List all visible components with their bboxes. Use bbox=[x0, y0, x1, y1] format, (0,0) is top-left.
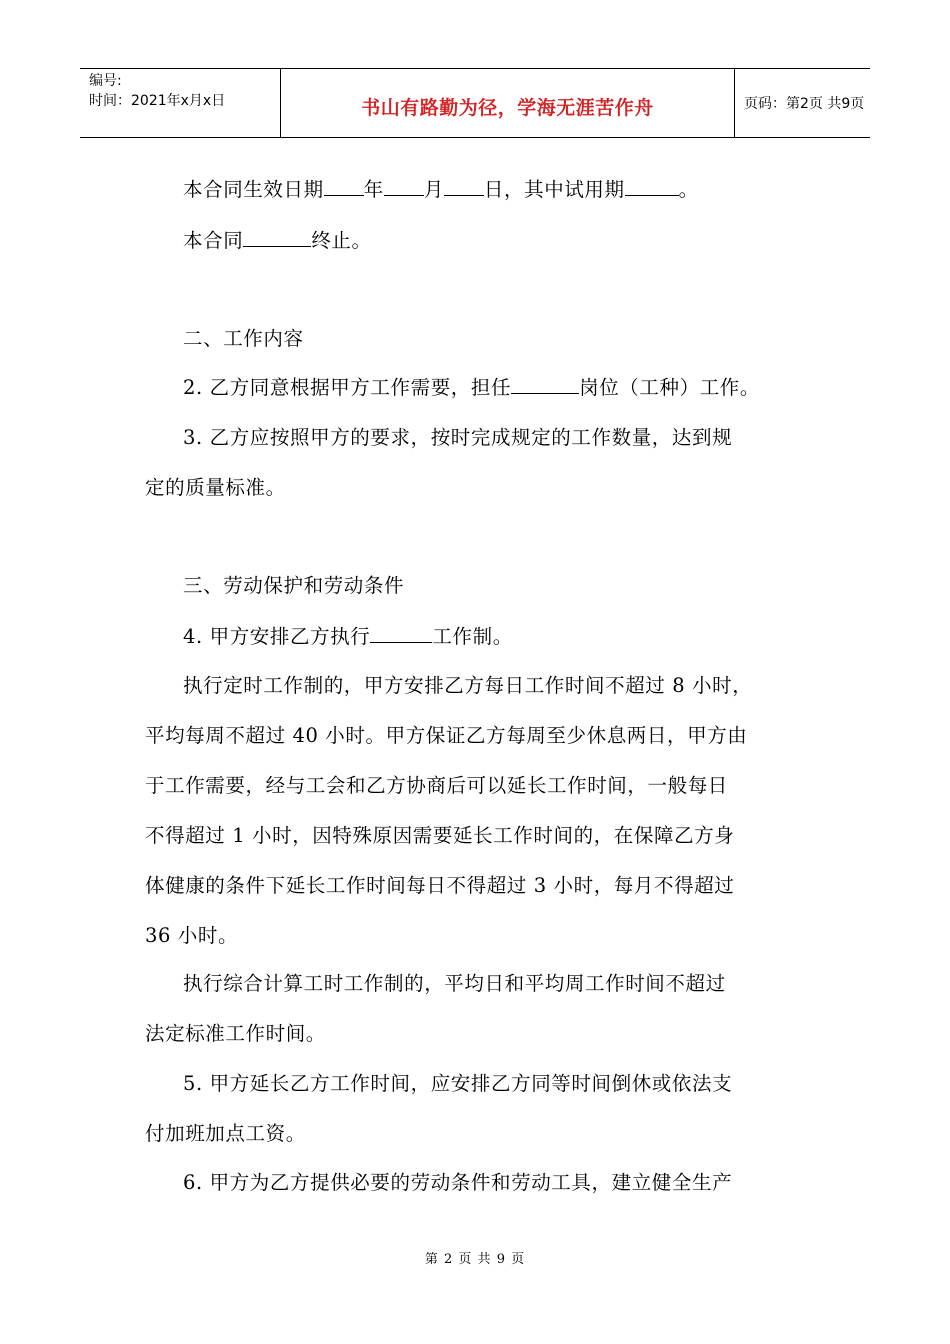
paragraph-line: 法定标准工作时间。 bbox=[145, 1022, 326, 1045]
text-segment: 4. 甲方安排乙方执行 bbox=[183, 625, 371, 648]
paragraph-line: 平均每周不超过 40 小时。甲方保证乙方每周至少休息两日，甲方由 bbox=[145, 724, 748, 747]
blank-field bbox=[384, 176, 424, 196]
page-footer: 第 2 页 共 9 页 bbox=[424, 1252, 526, 1267]
header-page-cell bbox=[734, 69, 870, 137]
paragraph-line: 于工作需要，经与工会和乙方协商后可以延长工作时间，一般每日 bbox=[145, 774, 728, 797]
blank-field bbox=[511, 374, 579, 394]
effective-date-line bbox=[183, 174, 699, 202]
text-segment: 2. 乙方同意根据甲方工作需要，担任 bbox=[183, 376, 512, 399]
section-title: 三、劳动保护和劳动条件 bbox=[183, 574, 405, 597]
blank-field bbox=[444, 176, 484, 196]
text-segment: 日，其中试用期 bbox=[483, 178, 625, 201]
item-6-line: 6. 甲方为乙方提供必要的劳动条件和劳动工具，建立健全生产 bbox=[183, 1171, 733, 1194]
motto: 书山有路勤为径，学海无涯苦作舟 bbox=[361, 97, 654, 119]
header-motto-cell bbox=[280, 69, 735, 137]
paragraph-line: 执行综合计算工时工作制的，平均日和平均周工作时间不超过 bbox=[183, 972, 726, 995]
blank-field bbox=[243, 227, 311, 247]
text-segment: 年 bbox=[363, 178, 384, 201]
paragraph-line: 执行定时工作制的，甲方安排乙方每日工作时间不超过 8 小时， bbox=[183, 674, 753, 697]
item-2 bbox=[183, 372, 760, 400]
number-label: 编号: bbox=[89, 73, 122, 89]
text-segment: 本合同 bbox=[183, 229, 244, 252]
text-segment: 终止。 bbox=[311, 229, 372, 252]
text-segment: 本合同生效日期 bbox=[183, 178, 324, 201]
document-header bbox=[80, 68, 870, 138]
paragraph-line: 不得超过 1 小时，因特殊原因需要延长工作时间的，在保障乙方身 bbox=[145, 824, 735, 847]
blank-field bbox=[625, 176, 679, 196]
text-segment: 工作制。 bbox=[432, 625, 513, 648]
section-title: 二、工作内容 bbox=[183, 327, 304, 350]
termination-line bbox=[183, 225, 372, 253]
item-3-line: 定的质量标准。 bbox=[145, 476, 286, 499]
paragraph-line: 36 小时。 bbox=[145, 924, 239, 947]
date-label: 时间：2021年x月x日 bbox=[89, 93, 226, 109]
text-segment: 岗位（工种）工作。 bbox=[579, 376, 761, 399]
paragraph-line: 体健康的条件下延长工作时间每日不得超过 3 小时，每月不得超过 bbox=[145, 874, 735, 897]
text-segment: 。 bbox=[678, 178, 699, 201]
item-3-line: 3. 乙方应按照甲方的要求，按时完成规定的工作数量，达到规 bbox=[183, 426, 733, 449]
blank-field bbox=[324, 176, 364, 196]
header-page-info: 页码：第2页 共9页 bbox=[744, 96, 865, 112]
blank-field bbox=[370, 623, 432, 643]
item-5-line: 付加班加点工资。 bbox=[145, 1122, 306, 1145]
item-4 bbox=[183, 621, 513, 649]
text-segment: 月 bbox=[423, 178, 444, 201]
item-5-line: 5. 甲方延长乙方工作时间，应安排乙方同等时间倒休或依法支 bbox=[183, 1072, 733, 1095]
header-meta bbox=[80, 69, 280, 137]
